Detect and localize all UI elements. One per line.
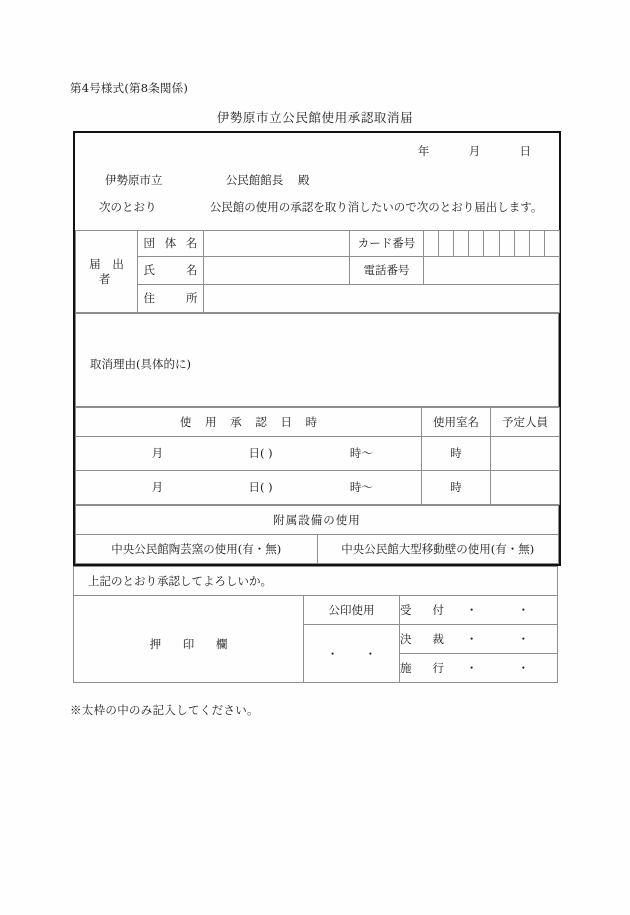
card-number-cell[interactable] [424, 231, 439, 256]
approval-dot-right-execution: ・ [517, 661, 530, 675]
usage-room-header: 使用室名 [422, 408, 491, 437]
addressee-line [75, 159, 559, 188]
table-row [76, 285, 560, 313]
address-input[interactable] [204, 285, 560, 313]
equipment-option-kiln[interactable]: 中央公民館陶芸窯の使用(有・無) [76, 535, 318, 564]
table-row [76, 535, 559, 564]
page-title: 伊勢原市立公民館使用承認取消届 [216, 110, 414, 125]
equipment-table [75, 505, 559, 564]
submission-date-line [75, 133, 559, 159]
usage-datetime-header: 使 用 承 認 日 時 [76, 408, 422, 437]
card-number-cell[interactable] [500, 231, 515, 256]
reason-table [75, 313, 559, 407]
reason-label: 取消理由(具体的に) [90, 356, 191, 371]
usage-capacity-header: 予定人員 [491, 408, 560, 437]
preamble-block [75, 133, 559, 230]
usage-datetime-input-2[interactable] [76, 471, 462, 505]
approval-label-decision: 決裁 [400, 632, 444, 646]
approval-dot-right-decision: ・ [517, 632, 530, 646]
table-row [76, 408, 560, 437]
table-row [76, 506, 559, 535]
field-label-name: 氏名 [138, 257, 204, 285]
approval-label-reception: 受付 [400, 603, 444, 617]
card-number-cell[interactable] [515, 231, 530, 256]
approval-row-reception[interactable] [400, 596, 558, 625]
seal-dot-left: ・ [326, 646, 339, 661]
addressee-office: 公民館館長 [225, 173, 284, 187]
seal-dot-right: ・ [364, 646, 377, 661]
usage-time-to-label-1: 時 [450, 446, 462, 461]
approval-dot-left-decision: ・ [465, 632, 478, 646]
usage-time-to-label-2: 時 [450, 480, 462, 495]
lead-body-text: 公民館の使用の承認を取り消したいので次のとおり届出します。 [209, 200, 543, 214]
form-frame [73, 131, 557, 683]
bold-frame-section [73, 131, 561, 566]
table-row [76, 257, 560, 285]
table-row [76, 231, 560, 257]
field-label-organization: 団体名 [138, 231, 204, 257]
approval-dot-right-reception: ・ [517, 603, 530, 617]
card-number-input[interactable] [424, 231, 560, 257]
addressee-honorific: 殿 [297, 173, 310, 187]
office-use-section [73, 566, 558, 683]
usage-capacity-input-2[interactable] [491, 471, 560, 505]
stamp-label: 押 印 欄 [149, 636, 237, 651]
field-label-card-number: カード番号 [350, 231, 424, 257]
table-row [76, 471, 560, 505]
addressee-prefix: 伊勢原市立 [105, 173, 163, 187]
usage-time-from-label-2: 時～ [349, 480, 373, 495]
organization-input[interactable] [204, 231, 350, 257]
card-number-cell[interactable] [545, 231, 559, 256]
usage-day-label-1: 日( ) [248, 446, 273, 461]
approval-question: 上記のとおり承認してよろしいか。 [74, 567, 558, 596]
lead-in-text: 次のとおり [99, 200, 157, 214]
usage-time-from-label-1: 時～ [349, 446, 373, 461]
equipment-option-movable-wall[interactable]: 中央公民館大型移動壁の使用(有・無) [317, 535, 559, 564]
usage-datetime-input-1[interactable] [76, 437, 462, 471]
field-label-address: 住所 [138, 285, 204, 313]
card-number-cell[interactable] [484, 231, 499, 256]
table-row [76, 437, 560, 471]
reason-input[interactable] [76, 314, 559, 407]
equipment-header: 附属設備の使用 [76, 506, 559, 535]
card-number-cell[interactable] [530, 231, 545, 256]
date-month-label: 月 [468, 144, 483, 158]
usage-month-label-2: 月 [151, 480, 164, 495]
approval-row-execution[interactable] [400, 654, 558, 683]
stamp-field[interactable] [74, 596, 304, 683]
official-seal-field[interactable] [304, 625, 400, 683]
table-row [74, 567, 558, 596]
field-label-phone: 電話番号 [350, 257, 424, 285]
approval-label-execution: 施行 [400, 661, 444, 675]
card-number-cell[interactable] [469, 231, 484, 256]
usage-month-label-1: 月 [151, 446, 164, 461]
card-number-cell[interactable] [454, 231, 469, 256]
date-year-label: 年 [417, 144, 432, 158]
date-day-label: 日 [519, 144, 533, 158]
footnote: ※太枠の中のみ記入してください。 [70, 703, 259, 717]
table-row [76, 314, 559, 407]
official-seal-label: 公印使用 [304, 596, 400, 625]
approval-dot-left-reception: ・ [465, 603, 478, 617]
table-row [74, 596, 558, 625]
applicant-table [75, 230, 560, 313]
name-input[interactable] [204, 257, 350, 285]
lead-statement [75, 188, 559, 224]
usage-table [75, 407, 560, 505]
approval-dot-left-execution: ・ [465, 661, 478, 675]
applicant-section-label: 届 出 者 [76, 231, 138, 313]
card-number-cell[interactable] [439, 231, 454, 256]
phone-input[interactable] [424, 257, 560, 285]
form-code: 第4号様式(第8条関係) [70, 81, 189, 95]
approval-row-decision[interactable] [400, 625, 558, 654]
usage-day-label-2: 日( ) [248, 480, 273, 495]
usage-capacity-input-1[interactable] [491, 437, 560, 471]
card-number-cells [424, 231, 559, 256]
